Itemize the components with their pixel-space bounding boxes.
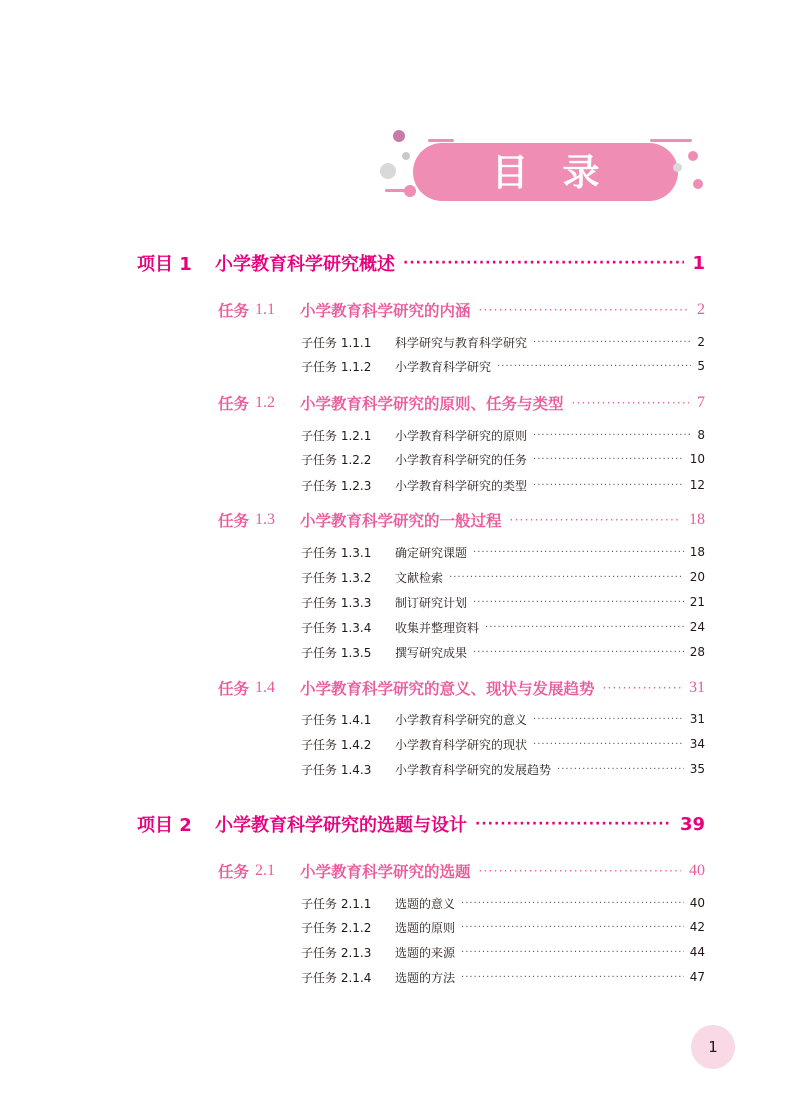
- toc-task[interactable]: [218, 390, 705, 416]
- page-ref: 39: [679, 813, 705, 835]
- dot-leader: [473, 547, 684, 558]
- subtask-title: 小学教育科学研究的任务: [395, 452, 528, 467]
- subtask-number: 子任务 1.3.5: [301, 645, 372, 660]
- dot-leader: [479, 864, 681, 878]
- decor-dot: [673, 163, 682, 172]
- page-ref: 24: [689, 620, 705, 634]
- task-title: 小学教育科学研究的选题: [300, 863, 471, 881]
- task-label: 任务: [218, 680, 250, 698]
- dot-leader: [533, 430, 691, 441]
- page-ref: 47: [689, 970, 705, 984]
- project-title: 小学教育科学研究概述: [215, 254, 395, 275]
- subtask-number: 子任务 1.3.3: [301, 595, 372, 610]
- page-ref: 20: [689, 570, 705, 584]
- subtask-title: 收集并整理资料: [395, 620, 480, 635]
- subtask-number: 子任务 1.2.1: [301, 428, 372, 443]
- subtask-number: 子任务 2.1.3: [301, 945, 372, 960]
- subtask-number: 子任务 2.1.1: [301, 896, 372, 911]
- project-number: 项目 1: [137, 254, 192, 275]
- dot-leader: [497, 361, 691, 372]
- subtask-title: 小学教育科学研究的发展趋势: [395, 762, 552, 777]
- task-number: 2.1: [255, 862, 276, 879]
- dot-leader: [449, 572, 684, 583]
- toc-subtask[interactable]: [301, 916, 705, 938]
- subtask-number: 子任务 1.3.2: [301, 570, 372, 585]
- toc-subtask[interactable]: [301, 941, 705, 963]
- subtask-number: 子任务 1.3.4: [301, 620, 372, 635]
- toc-subtask[interactable]: [301, 566, 705, 588]
- page-ref: 10: [689, 452, 705, 466]
- dot-leader: [473, 597, 684, 608]
- toc-subtask[interactable]: [301, 424, 705, 446]
- dot-leader: [475, 816, 672, 832]
- toc-subtask[interactable]: [301, 708, 705, 730]
- subtask-number: 子任务 1.4.1: [301, 712, 372, 727]
- task-number: 1.3: [255, 511, 276, 528]
- page-ref: 44: [689, 945, 705, 959]
- toc-subtask[interactable]: [301, 474, 705, 496]
- subtask-title: 选题的原则: [395, 920, 456, 935]
- subtask-number: 子任务 2.1.2: [301, 920, 372, 935]
- task-number: 1.1: [255, 301, 276, 318]
- dot-leader: [603, 681, 681, 695]
- task-label: 任务: [218, 863, 250, 881]
- subtask-number: 子任务 1.2.2: [301, 452, 372, 467]
- task-title: 小学教育科学研究的意义、现状与发展趋势: [300, 680, 595, 698]
- dot-leader: [403, 255, 684, 271]
- page-ref: 40: [689, 896, 705, 910]
- page-ref: 12: [689, 478, 705, 492]
- page-number: 1: [708, 1038, 718, 1056]
- page-number-badge: [691, 1025, 735, 1069]
- decor-dot: [393, 130, 405, 142]
- page-ref: 5: [697, 359, 705, 373]
- subtask-title: 文献检索: [395, 570, 444, 585]
- dot-leader: [461, 898, 684, 909]
- task-label: 任务: [218, 302, 250, 320]
- toc-subtask[interactable]: [301, 616, 705, 638]
- page-ref: 31: [689, 712, 705, 726]
- toc-task[interactable]: [218, 858, 705, 884]
- subtask-number: 子任务 1.4.2: [301, 737, 372, 752]
- project-title: 小学教育科学研究的选题与设计: [215, 815, 467, 836]
- subtask-title: 选题的方法: [395, 970, 456, 985]
- subtask-title: 选题的来源: [395, 945, 456, 960]
- dot-leader: [461, 947, 684, 958]
- dot-leader: [479, 303, 689, 317]
- page-ref: 7: [697, 394, 705, 411]
- dot-leader: [473, 647, 684, 658]
- subtask-title: 制订研究计划: [395, 595, 468, 610]
- toc-subtask[interactable]: [301, 641, 705, 663]
- decor-line: [650, 139, 692, 142]
- subtask-title: 小学教育科学研究的类型: [395, 478, 528, 493]
- toc-subtask[interactable]: [301, 355, 705, 377]
- subtask-title: 小学教育科学研究的原则: [395, 428, 528, 443]
- task-title: 小学教育科学研究的一般过程: [300, 512, 502, 530]
- toc-task[interactable]: [218, 507, 705, 533]
- dot-leader: [533, 739, 684, 750]
- page-ref: 34: [689, 737, 705, 751]
- task-title: 小学教育科学研究的原则、任务与类型: [300, 395, 564, 413]
- toc-subtask[interactable]: [301, 892, 705, 914]
- title-pill: [413, 143, 678, 201]
- dot-leader: [533, 454, 684, 465]
- toc-subtask[interactable]: [301, 591, 705, 613]
- page-ref: 42: [689, 920, 705, 934]
- task-label: 任务: [218, 512, 250, 530]
- task-title: 小学教育科学研究的内涵: [300, 302, 471, 320]
- subtask-title: 选题的意义: [395, 896, 456, 911]
- dot-leader: [461, 972, 684, 983]
- subtask-number: 子任务 1.2.3: [301, 478, 372, 493]
- dot-leader: [485, 622, 684, 633]
- page-ref: 21: [689, 595, 705, 609]
- toc-subtask[interactable]: [301, 733, 705, 755]
- task-number: 1.2: [255, 394, 276, 411]
- page-ref: 31: [689, 679, 705, 696]
- toc-subtask[interactable]: [301, 331, 705, 353]
- dot-leader: [572, 396, 689, 410]
- subtask-title: 小学教育科学研究: [395, 359, 492, 374]
- page-ref: 18: [689, 511, 705, 528]
- toc-project[interactable]: [137, 810, 705, 838]
- title-banner: [0, 0, 800, 230]
- subtask-number: 子任务 1.1.2: [301, 359, 372, 374]
- decor-line: [428, 139, 454, 142]
- task-label: 任务: [218, 395, 250, 413]
- toc-subtask[interactable]: [301, 966, 705, 988]
- subtask-number: 子任务 1.3.1: [301, 545, 372, 560]
- decor-dot: [693, 179, 703, 189]
- decor-line: [640, 190, 670, 193]
- project-number: 项目 2: [137, 815, 192, 836]
- toc-task[interactable]: [218, 675, 705, 701]
- toc-subtask[interactable]: [301, 448, 705, 470]
- subtask-title: 小学教育科学研究的现状: [395, 737, 528, 752]
- subtask-number: 子任务 1.4.3: [301, 762, 372, 777]
- subtask-title: 科学研究与教育科学研究: [395, 335, 528, 350]
- dot-leader: [533, 480, 684, 491]
- dot-leader: [461, 922, 684, 933]
- toc-subtask[interactable]: [301, 758, 705, 780]
- page-ref: 35: [689, 762, 705, 776]
- dot-leader: [557, 764, 684, 775]
- page-ref: 1: [692, 252, 705, 274]
- dot-leader: [510, 513, 681, 527]
- page-ref: 2: [697, 335, 705, 349]
- toc-subtask[interactable]: [301, 541, 705, 563]
- task-number: 1.4: [255, 679, 276, 696]
- subtask-number: 子任务 1.1.1: [301, 335, 372, 350]
- page-ref: 8: [697, 428, 705, 442]
- decor-line: [385, 189, 407, 192]
- dot-leader: [533, 714, 684, 725]
- subtask-number: 子任务 2.1.4: [301, 970, 372, 985]
- page-ref: 2: [697, 301, 705, 318]
- page-ref: 28: [689, 645, 705, 659]
- decor-dot: [380, 163, 396, 179]
- page-title: 目录: [491, 150, 634, 194]
- subtask-title: 确定研究课题: [395, 545, 468, 560]
- dot-leader: [533, 337, 691, 348]
- page-ref: 40: [689, 862, 705, 879]
- page-ref: 18: [689, 545, 705, 559]
- toc-project[interactable]: [137, 249, 705, 277]
- decor-dot: [402, 152, 410, 160]
- subtask-title: 小学教育科学研究的意义: [395, 712, 528, 727]
- subtask-title: 撰写研究成果: [395, 645, 468, 660]
- toc-task[interactable]: [218, 297, 705, 323]
- decor-dot: [688, 151, 698, 161]
